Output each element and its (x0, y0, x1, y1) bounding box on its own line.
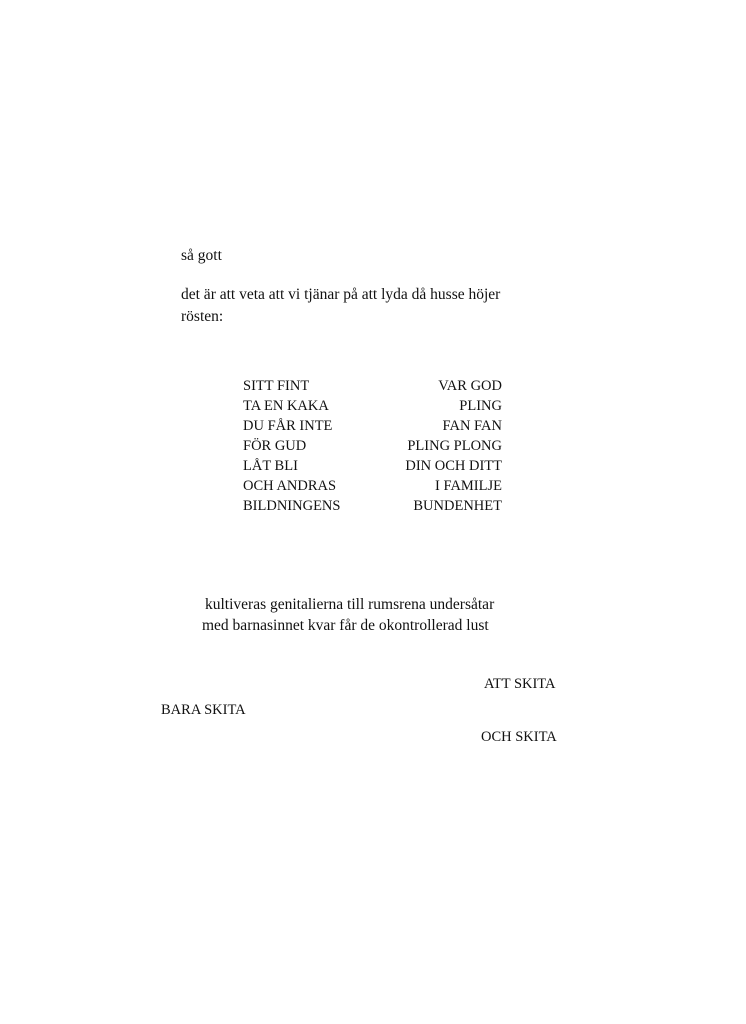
command-right: DIN OCH DITT (405, 458, 502, 474)
commands-left-column (243, 376, 340, 516)
command-left: OCH ANDRAS (243, 478, 337, 494)
command-right: VAR GOD (438, 378, 502, 394)
stanza-2-line-1: kultiveras genitalierna till rumsrena undersåtar (205, 596, 495, 613)
bara-skita-line: BARA SKITA (161, 702, 246, 718)
command-right: FAN FAN (442, 418, 502, 434)
stanza-1-line-3: rösten: (181, 308, 224, 325)
stanza-1-line-1: så gott (181, 247, 222, 264)
command-left: LÅT BLI (243, 458, 298, 474)
stanza-2-line-2: med barnasinnet kvar får de okontrollerad lust (202, 617, 489, 634)
command-right: BUNDENHET (413, 498, 502, 514)
command-left: TA EN KAKA (243, 398, 329, 414)
command-left: FÖR GUD (243, 438, 307, 454)
command-left: BILDNINGENS (243, 498, 341, 514)
och-skita-line: OCH SKITA (481, 729, 557, 745)
command-right: PLING (459, 398, 502, 414)
command-right: PLING PLONG (407, 438, 502, 454)
stanza-1-line-2: det är att veta att vi tjänar på att lyda då husse höjer (181, 286, 501, 303)
command-right: I FAMILJE (435, 478, 502, 494)
att-skita-line: ATT SKITA (484, 676, 556, 692)
command-left: DU FÅR INTE (243, 418, 333, 434)
command-left: SITT FINT (243, 378, 310, 394)
commands-right-column (370, 376, 502, 516)
